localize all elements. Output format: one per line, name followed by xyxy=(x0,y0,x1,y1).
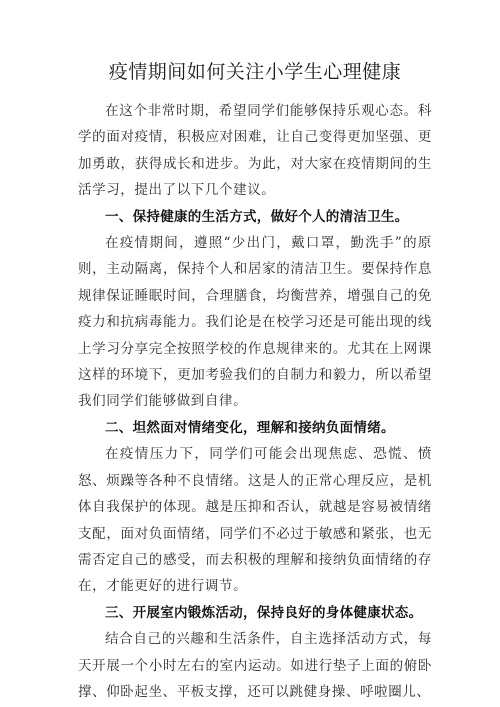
section-2-heading: 二、坦然面对情绪变化，理解和接纳负面情绪。 xyxy=(105,419,395,436)
section-3-body: 结合自己的兴趣和生活条件，自主选择活动方式，每天开展一个小时左右的室内运动。如进行垫子上面的俯卧撑、仰卧起坐、平板支撑，还可以跳健身操、呼啦圈儿、 xyxy=(78,631,432,700)
section-1-body: 在疫情期间，遵照“少出门，戴口罩，勤洗手”的原则，主动隔离，保持个人和居家的清洁卫生。要保持作息规律保证睡眠时间，合理膳食，均衡营养，增强自己的免疫力和抗病毒能力。我们论是在校学习还是可能出现的线上学习分享完全按照学校的作息规律来的。尤其在上网课这样的环境下，更加考验我们的自制力和毅力，所以希望我们同学们能够做到自律。 xyxy=(78,235,432,410)
intro-paragraph: 在这个非常时期，希望同学们能够保持乐观心态。科学的面对疫情，积极应对困难，让自己变得更加坚强、更加勇敢，获得成长和进步。为此，对大家在疫情期间的生活学习，提出了以下几个建议。 xyxy=(78,103,432,199)
section-1-heading: 一、保持健康的生活方式，做好个人的清洁卫生。 xyxy=(105,208,409,225)
document-title: 疫情期间如何关注小学生心理健康 xyxy=(108,61,402,83)
section-2-body: 在疫情压力下，同学们可能会出现焦虑、恐慌、愤怒、烦躁等各种不良情绪。这是人的正常心理反应，是机体自我保护的体现。越是压抑和否认，就越是容易被情绪支配，面对负面情绪，同学们不必过于敏感和紧张，也无需否定自己的感受，而去积极的理解和接纳负面情绪的存在，才能更好的进行调节。 xyxy=(78,446,432,595)
section-3-heading: 三、开展室内锻炼活动，保持良好的身体健康状态。 xyxy=(105,604,423,621)
